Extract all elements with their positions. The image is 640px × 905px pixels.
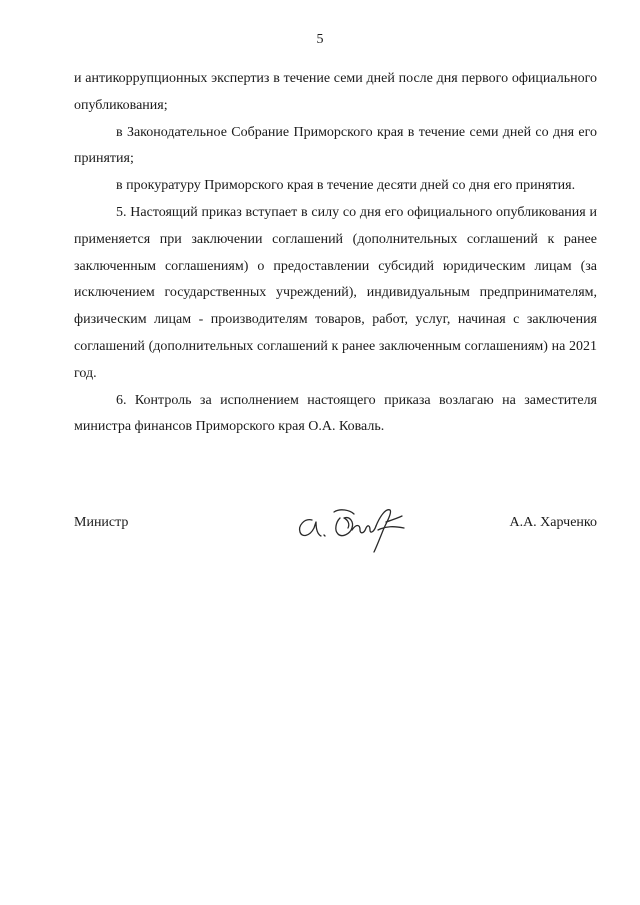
paragraph-control: 6. Контроль за исполнением настоящего приказа возлагаю на заместителя министра финансов Приморского края О.А. Коваль.: [74, 392, 597, 435]
signatory-name: А.А. Харченко: [509, 515, 597, 530]
handwritten-signature: [290, 498, 420, 556]
signature-block: [74, 498, 597, 558]
signatory-position: Министр: [74, 515, 129, 530]
page-number: 5: [316, 32, 324, 47]
paragraph-continuation: и антикоррупционных экспертиз в течение семи дней после дня первого официального опубликования;: [74, 71, 597, 113]
document-body: [74, 66, 597, 441]
paragraph-prosecutor: в прокуратуру Приморского края в течение десяти дней со дня его принятия.: [116, 178, 576, 194]
paragraph-effective-date: 5. Настоящий приказ вступает в силу со дня его официального опубликования и применяется при заключении соглашений (дополнительных соглашений к ранее заключенным соглашениям) о предоставлении субсидий юридическим лицам (за исключением государственных учреждений), индивидуальным предпринимателям, физическим лицам - производителям товаров, работ, услуг, начиная с заключения соглашений (дополнительных соглашений к ранее заключенным соглашениям) на 2021 год.: [74, 204, 597, 381]
paragraph-legislative-assembly: в Законодательное Собрание Приморского края в течение семи дней со дня его принятия;: [74, 124, 597, 167]
